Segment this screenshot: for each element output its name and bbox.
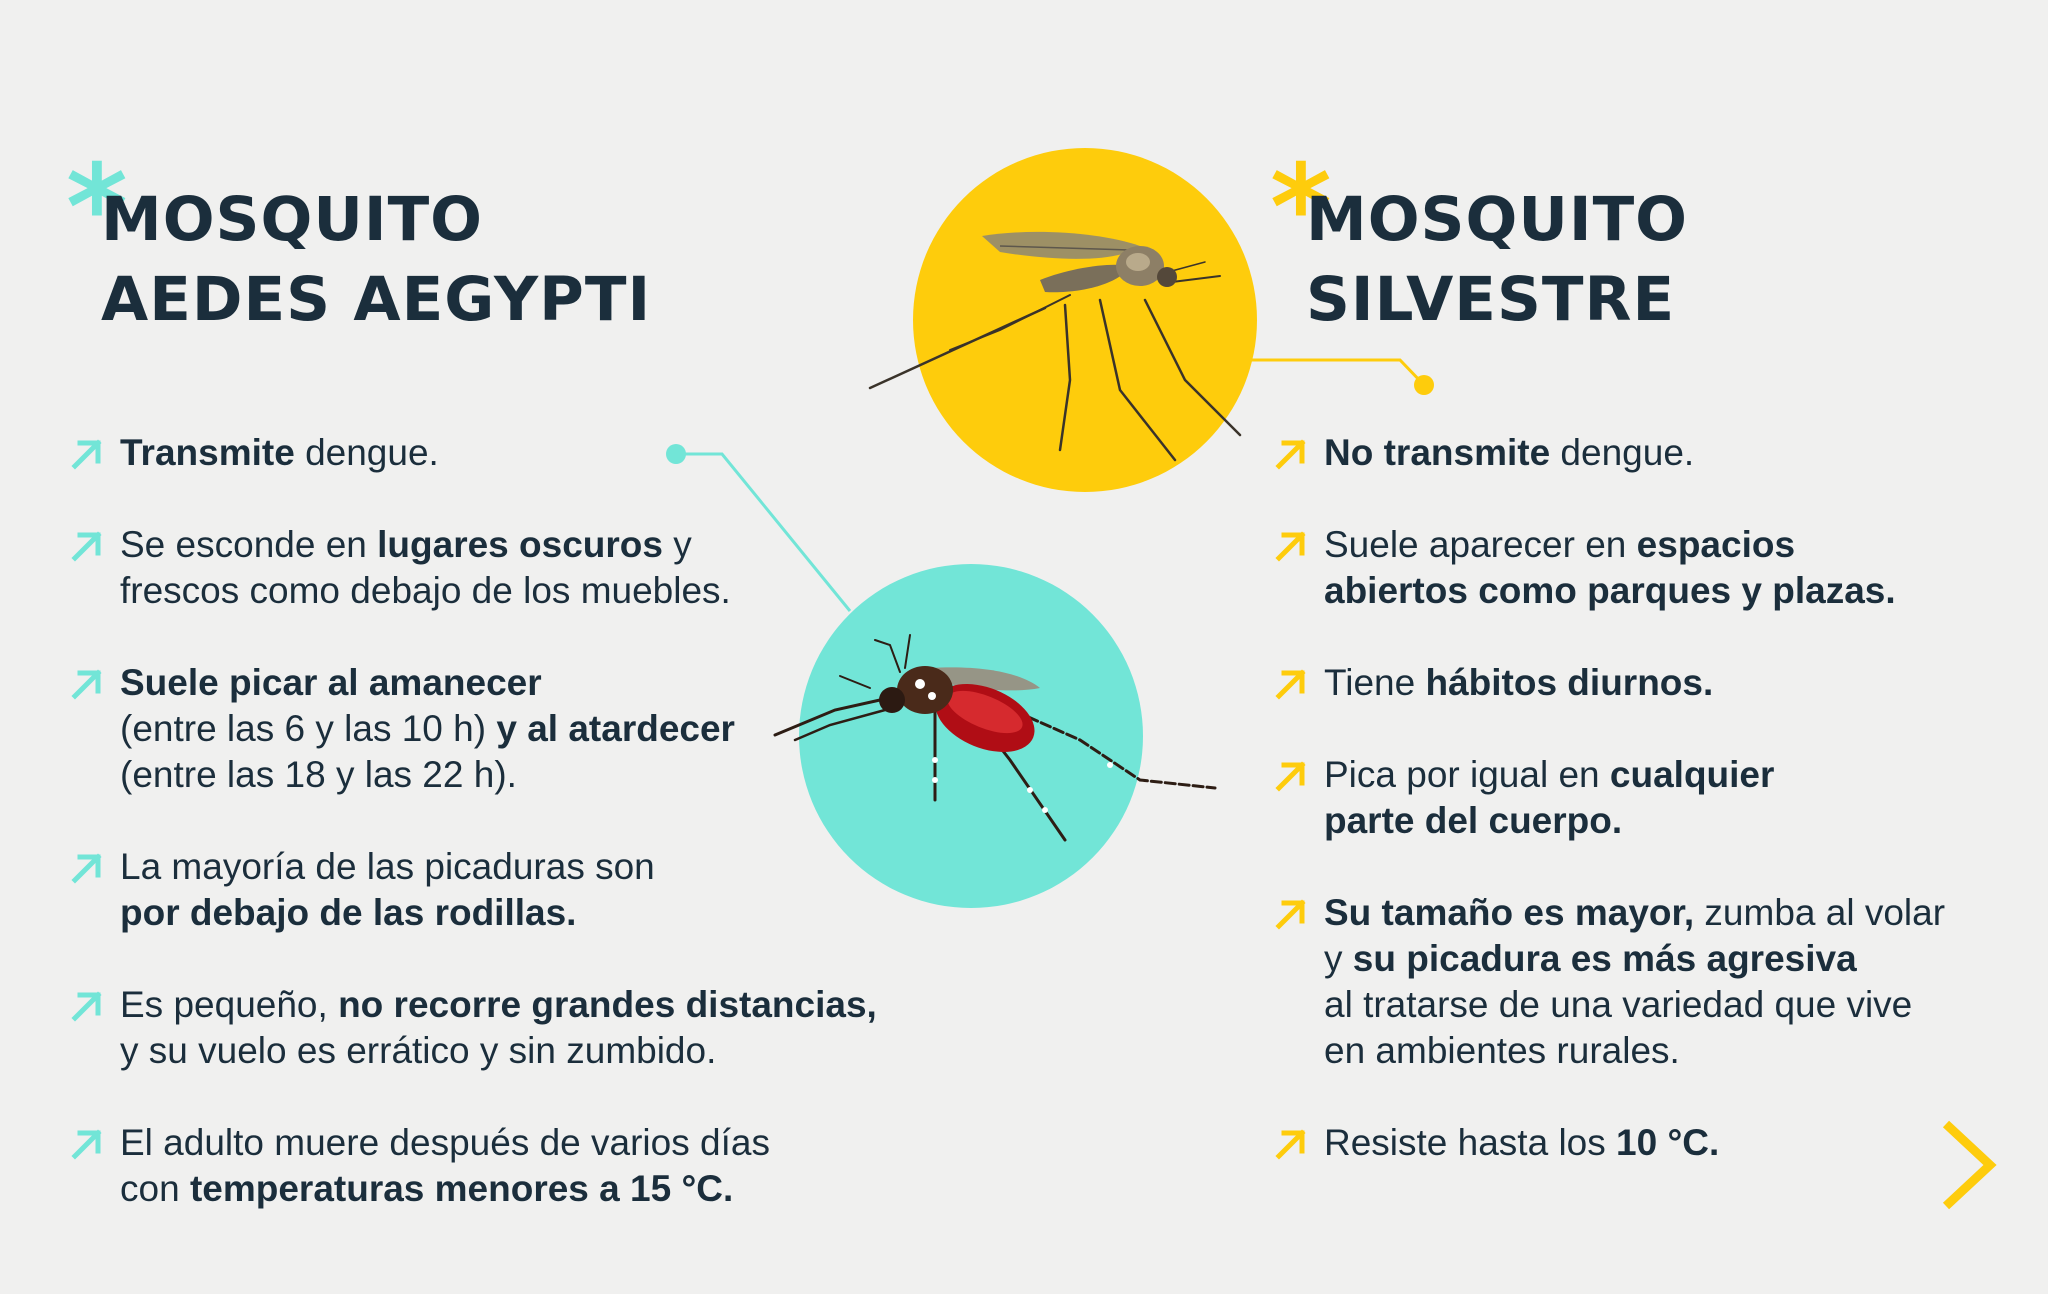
fact-text-bold: no recorre grandes distancias, <box>338 984 877 1025</box>
fact-line <box>120 706 735 752</box>
fact-line <box>1324 936 1945 982</box>
fact-text-bold: hábitos diurnos. <box>1425 662 1714 703</box>
arrow-up-right-icon <box>1274 437 1308 471</box>
silvestre-facts-list <box>1274 0 2034 1294</box>
fact-text-bold: lugares oscuros <box>377 524 663 565</box>
fact-text-bold: por debajo de las rodillas. <box>120 892 577 933</box>
fact-text: dengue. <box>1550 432 1695 473</box>
fact-line <box>1324 798 1774 844</box>
fact-text-bold: 10 °C. <box>1616 1122 1720 1163</box>
fact-line <box>120 1166 770 1212</box>
arrow-up-right-icon <box>70 667 104 701</box>
fact-line <box>1324 1120 1719 1166</box>
silvestre-fact-item <box>1274 752 1774 844</box>
fact-text-bold: temperaturas menores a 15 °C. <box>189 1168 734 1209</box>
silvestre-fact-item <box>1274 430 1694 476</box>
arrow-up-right-icon <box>70 437 104 471</box>
fact-text: Se esconde en <box>120 524 378 565</box>
silvestre-fact-item <box>1274 890 1945 1074</box>
aedes-fact-item <box>70 430 439 476</box>
fact-text: (entre las 6 y las 10 h) <box>120 708 497 749</box>
fact-line <box>1324 752 1774 798</box>
fact-text-bold: Suele picar al amanecer <box>120 662 542 703</box>
fact-text-bold: Transmite <box>120 432 295 473</box>
fact-line <box>1324 1028 1945 1074</box>
fact-text: frescos como debajo de los muebles. <box>120 570 731 611</box>
fact-line <box>1324 430 1694 476</box>
fact-text: El adulto muere después de varios días <box>120 1122 770 1163</box>
arrow-up-right-icon <box>1274 1127 1308 1161</box>
fact-text: y <box>1324 938 1353 979</box>
fact-text: Pica por igual en <box>1324 754 1610 795</box>
yellow-asterisk-icon: * <box>1270 138 1332 276</box>
fact-text: Tiene <box>1324 662 1426 703</box>
fact-text: La mayoría de las picaduras son <box>120 846 655 887</box>
fact-line <box>1324 522 1896 568</box>
aedes-fact-item <box>70 1120 770 1212</box>
teal-asterisk-icon: * <box>66 138 128 276</box>
fact-line <box>120 430 439 476</box>
silvestre-fact-item <box>1274 660 1713 706</box>
fact-text-bold: Su tamaño es mayor, <box>1324 892 1695 933</box>
fact-text: y su vuelo es errático y sin zumbido. <box>120 1030 717 1071</box>
fact-text-bold: parte del cuerpo. <box>1324 800 1623 841</box>
arrow-up-right-icon <box>70 851 104 885</box>
fact-line <box>1324 982 1945 1028</box>
aedes-fact-item <box>70 660 735 798</box>
fact-text-bold: No transmite <box>1324 432 1551 473</box>
fact-text: Es pequeño, <box>120 984 339 1025</box>
fact-text-bold: y al atardecer <box>496 708 735 749</box>
fact-line <box>120 1120 770 1166</box>
fact-line <box>120 522 731 568</box>
fact-text: Suele aparecer en <box>1324 524 1637 565</box>
aedes-fact-item <box>70 522 731 614</box>
aedes-fact-item <box>70 844 655 936</box>
fact-text-bold: abiertos como parques y plazas. <box>1324 570 1896 611</box>
fact-text: Resiste hasta los <box>1324 1122 1617 1163</box>
fact-line <box>120 982 877 1028</box>
fact-line <box>120 890 655 936</box>
silvestre-fact-item <box>1274 522 1896 614</box>
aedes-title-line1: MOSQUITO <box>101 184 484 255</box>
arrow-up-right-icon <box>1274 667 1308 701</box>
fact-line <box>120 660 735 706</box>
fact-text: con <box>120 1168 190 1209</box>
arrow-up-right-icon <box>70 1127 104 1161</box>
fact-line <box>120 752 735 798</box>
arrow-up-right-icon <box>1274 529 1308 563</box>
arrow-up-right-icon <box>1274 897 1308 931</box>
fact-text: dengue. <box>294 432 439 473</box>
fact-text: y <box>662 524 692 565</box>
silvestre-title-line1: MOSQUITO <box>1306 184 1689 255</box>
silvestre-title-line2: SILVESTRE <box>1306 264 1676 335</box>
aedes-fact-item <box>70 982 877 1074</box>
fact-line <box>120 1028 877 1074</box>
fact-line <box>1324 568 1896 614</box>
fact-line <box>120 844 655 890</box>
arrow-up-right-icon <box>70 989 104 1023</box>
arrow-up-right-icon <box>1274 759 1308 793</box>
fact-line <box>1324 660 1713 706</box>
aedes-facts-list <box>70 0 970 1294</box>
aedes-title-line2: AEDES AEGYPTI <box>101 264 652 335</box>
fact-text: (entre las 18 y las 22 h). <box>120 754 517 795</box>
fact-line <box>1324 890 1945 936</box>
silvestre-fact-item <box>1274 1120 1719 1166</box>
fact-text-bold: cualquier <box>1609 754 1775 795</box>
fact-line <box>120 568 731 614</box>
fact-text: zumba al volar <box>1694 892 1946 933</box>
fact-text: al tratarse de una variedad que vive <box>1324 984 1913 1025</box>
chevron-right-icon[interactable] <box>1938 1118 1998 1212</box>
fact-text-bold: su picadura es más agresiva <box>1352 938 1857 979</box>
fact-text-bold: espacios <box>1636 524 1796 565</box>
fact-text: en ambientes rurales. <box>1324 1030 1680 1071</box>
arrow-up-right-icon <box>70 529 104 563</box>
